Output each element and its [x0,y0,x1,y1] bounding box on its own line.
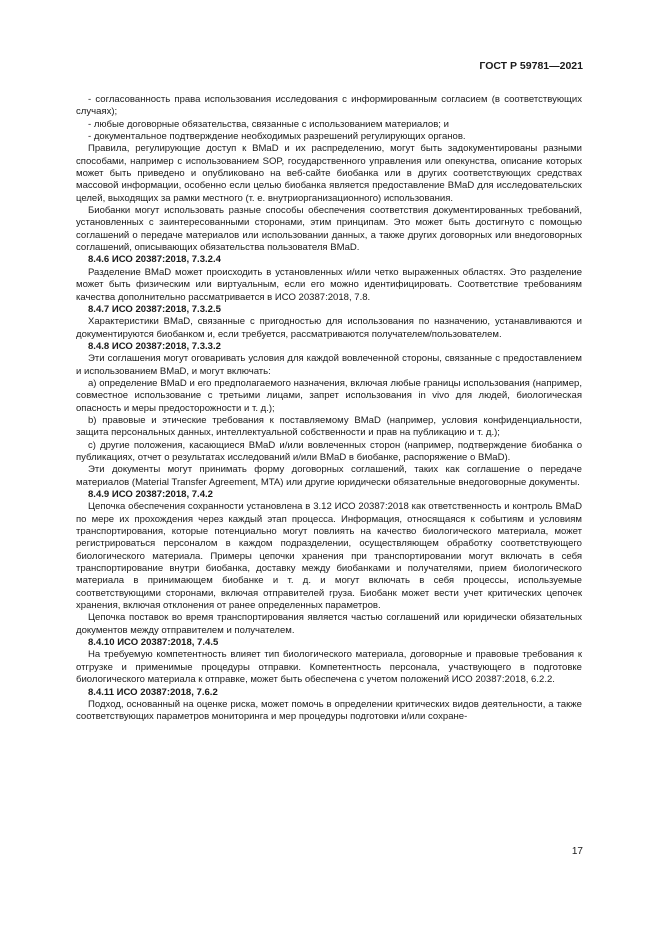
document-body [76,94,582,724]
list-item: b) правовые и этические требования к поставляемому BMaD (например, условия конфиденциальности, защита персональных данных, интеллектуальной собственности и прав на публикацию и т. д.); [76,414,582,439]
paragraph: Биобанки могут использовать разные способы обеспечения соответствия документированных требований, установленных с заинтересованными сторонами, этим принципам. Это может быть достигнуто с помощью соглашений о передаче материалов или использовании данных, а также других договорных или внедоговорных соглашений, описывающих обязательства пользователя BMaD. [76,205,582,254]
list-item: с) другие положения, касающиеся BMaD и/или вовлеченных сторон (например, подтверждение биобанка о публикациях, отчет о результатах исследований и/или BMaD в биобанке, распоряжение о BMaD). [76,439,582,463]
paragraph: Характеристики BMaD, связанные с пригодностью для использования по назначению, устанавливаются и документируются биобанком и, если требуется, рассматриваются получателем/пользователем. [76,316,582,340]
page-number: 17 [571,846,583,857]
list-item: - документальное подтверждение необходимых разрешений регулирующих органов. [88,131,466,143]
list-item: - любые договорные обязательства, связанные с использованием материалов; и [88,118,449,130]
list-item: - согласованность права использования исследования с информированным согласием (в соответствующих случаях); [76,94,582,118]
paragraph: Эти документы могут принимать форму договорных соглашений, таких как соглашение о передаче материалов (Material Transfer Agreement, MTA) или другие юридически обязательные внедоговорные документы. [76,464,582,488]
section-heading: 8.4.9 ИСО 20387:2018, 7.4.2 [88,489,213,500]
paragraph: На требуемую компетентность влияет тип биологического материала, договорные и правовые требования к отгрузке и применимые процедуры отправки. Компетентность персонала, участвующего в подготовке биологического материала к отправке, может быть обеспечена с учетом положений ИСО 20387:2018, 6.2.2. [76,649,582,686]
section-heading: 8.4.11 ИСО 20387:2018, 7.6.2 [88,686,218,698]
paragraph: Разделение BMaD может происходить в установленных и/или четко выраженных областях. Это разделение может быть физическим или виртуальным, если его можно идентифицировать. Соответствие требованиям качества дополнительно рассматривается в ИСО 20387:2018, 7.8. [76,266,582,303]
document-id: ГОСТ Р 59781—2021 [479,60,583,72]
section-heading: 8.4.10 ИСО 20387:2018, 7.4.5 [88,637,219,649]
paragraph: Эти соглашения могут оговаривать условия для каждой вовлеченной стороны, связанные с предоставлением и использованием BMaD, и могут включать: [76,353,582,377]
section-heading: 8.4.8 ИСО 20387:2018, 7.3.3.2 [88,340,221,352]
paragraph: Подход, основанный на оценке риска, может помочь в определении критических видов деятельности, а также соответствующих параметров мониторинга и мер процедуры подготовки и/или сохране- [76,698,582,723]
section-heading: 8.4.7 ИСО 20387:2018, 7.3.2.5 [88,303,221,315]
paragraph: Цепочка обеспечения сохранности установлена в 3.12 ИСО 20387:2018 как ответственность и контроль BMaD по мере их прохождения через каждый этап процесса. Информация, относящаяся к событиям и условиям транспортирования, которые потенциально могут повлиять на качество биологического материала, может регистрироваться персоналом в каждом подразделении, осуществляющем обработку соответствующего биологического материала. Примеры цепочки хранения при транспортировании могут включать в себя транспортирование внутри биобанка, доставку между биобанками и получателями, прием биологического материала в принимающем биобанке и т. д. и могут включать в себя процессы, используемые соответствующими сторонами, включая отправителей груза. Биобанк может вести учет критических цепочек хранения, включая отклонения от ранее определенных параметров. [76,501,582,612]
paragraph: Правила, регулирующие доступ к BMaD и их распределению, могут быть задокументированы разными способами, например с использованием SOP, государственного управления или опекунства, описание которых может быть приведено и опубликовано на веб-сайте биобанка или в других соответствующих средствах массовой информации, особенно если целью биобанка является предоставление BMaD для исследовательских целей, выходящих за рамки местного (т. е. внутриорганизационного) использования. [76,143,582,204]
paragraph: Цепочка поставок во время транспортирования является частью соглашений или юридически обязательных документов между отправителем и получателем. [76,612,582,636]
list-item: а) определение BMaD и его предполагаемого назначения, включая любые границы использования (например, совместное использование с третьими лицами, запрет использования in vivo для людей, биологическая опасность и меры предосторожности и т. д.); [76,377,582,414]
section-heading: 8.4.6 ИСО 20387:2018, 7.3.2.4 [88,254,221,266]
